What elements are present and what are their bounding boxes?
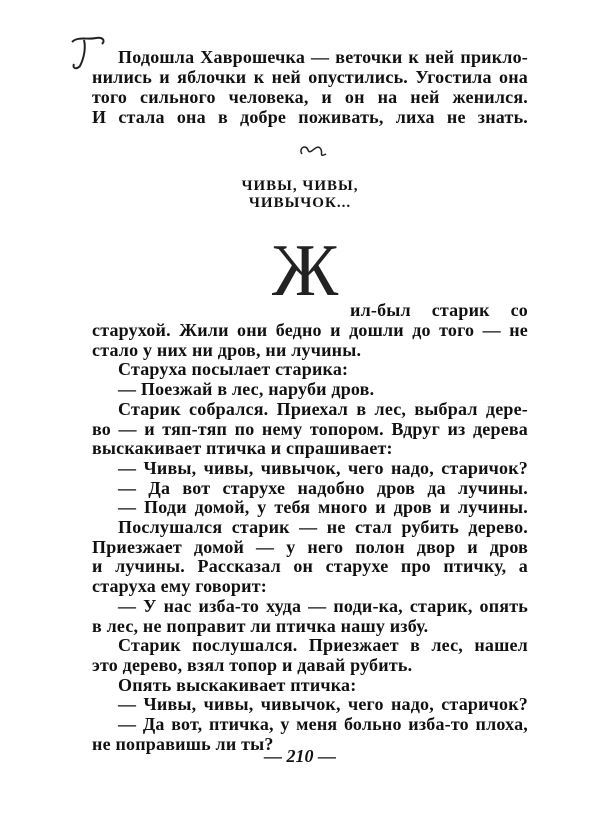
- drop-cap: Ж: [272, 230, 339, 312]
- text-line: — Чивы, чивы, чивычок, чего надо, старичок?: [118, 457, 528, 478]
- text-line: — Поезжай в лес, наруби дров.: [118, 379, 375, 400]
- text-line: старуха ему говорит:: [92, 576, 267, 597]
- divider-ornament-icon: [296, 142, 330, 162]
- text-line: во — и тяп-тяп по нему топором. Вдруг из дерева: [92, 418, 528, 439]
- text-line: Старуха посылает старика:: [118, 359, 349, 380]
- text-line: и лучины. Рассказал он старухе про птичку, а: [92, 556, 528, 577]
- text-line: выскакивает птичка и спрашивает:: [92, 438, 393, 459]
- story-title-line1: ЧИВЫ, ЧИВЫ,: [241, 178, 359, 194]
- text-line: старухой. Жили они бедно и дошли до того — не: [92, 320, 528, 340]
- text-line: Старик собрался. Приехал в лес, выбрал дере-: [118, 398, 528, 419]
- text-line: — Да вот старухе надобно дров да лучины.: [118, 477, 528, 498]
- text-line: в лес, не поправит ли птичка нашу избу.: [92, 615, 429, 636]
- text-line: стало у них ни дров, ни лучины.: [92, 339, 362, 360]
- text-line: И стала она в добре поживать, лиха не знать.: [92, 107, 528, 127]
- text-line: — Да вот, птичка, у меня больно изба-то плоха,: [118, 714, 528, 734]
- story-first-line: ил-был старик со: [350, 300, 528, 320]
- text-line: того сильного человека, и он на ней женился.: [92, 87, 528, 107]
- text-line: не поправишь ли ты?: [92, 733, 274, 754]
- text-line: Послушался старик — не стал рубить дерево.: [118, 517, 528, 537]
- text-line: — Чивы, чивы, чивычок, чего надо, старичок?: [118, 694, 528, 715]
- text-line: это дерево, взял топор и давай рубить.: [92, 654, 413, 675]
- text-line: Старик послушался. Приезжает в лес, нашел: [118, 635, 528, 656]
- story-title-line2: ЧИВЫЧОК...: [248, 195, 352, 211]
- text-line: Подошла Хаврошечка — веточки к ней прикло-: [118, 47, 528, 67]
- text-line: — У нас изба-то худа — поди-ка, старик, опять: [118, 595, 528, 616]
- text-line: Приезжает домой — у него полон двор и дров: [92, 536, 528, 557]
- page-number: — 210 —: [264, 746, 336, 766]
- text-line: Опять выскакивает птичка:: [118, 674, 357, 695]
- text-line: нились и яблочки к ней опустились. Угостила она: [92, 67, 528, 87]
- text-line: — Поди домой, у тебя много и дров и лучины.: [118, 497, 528, 518]
